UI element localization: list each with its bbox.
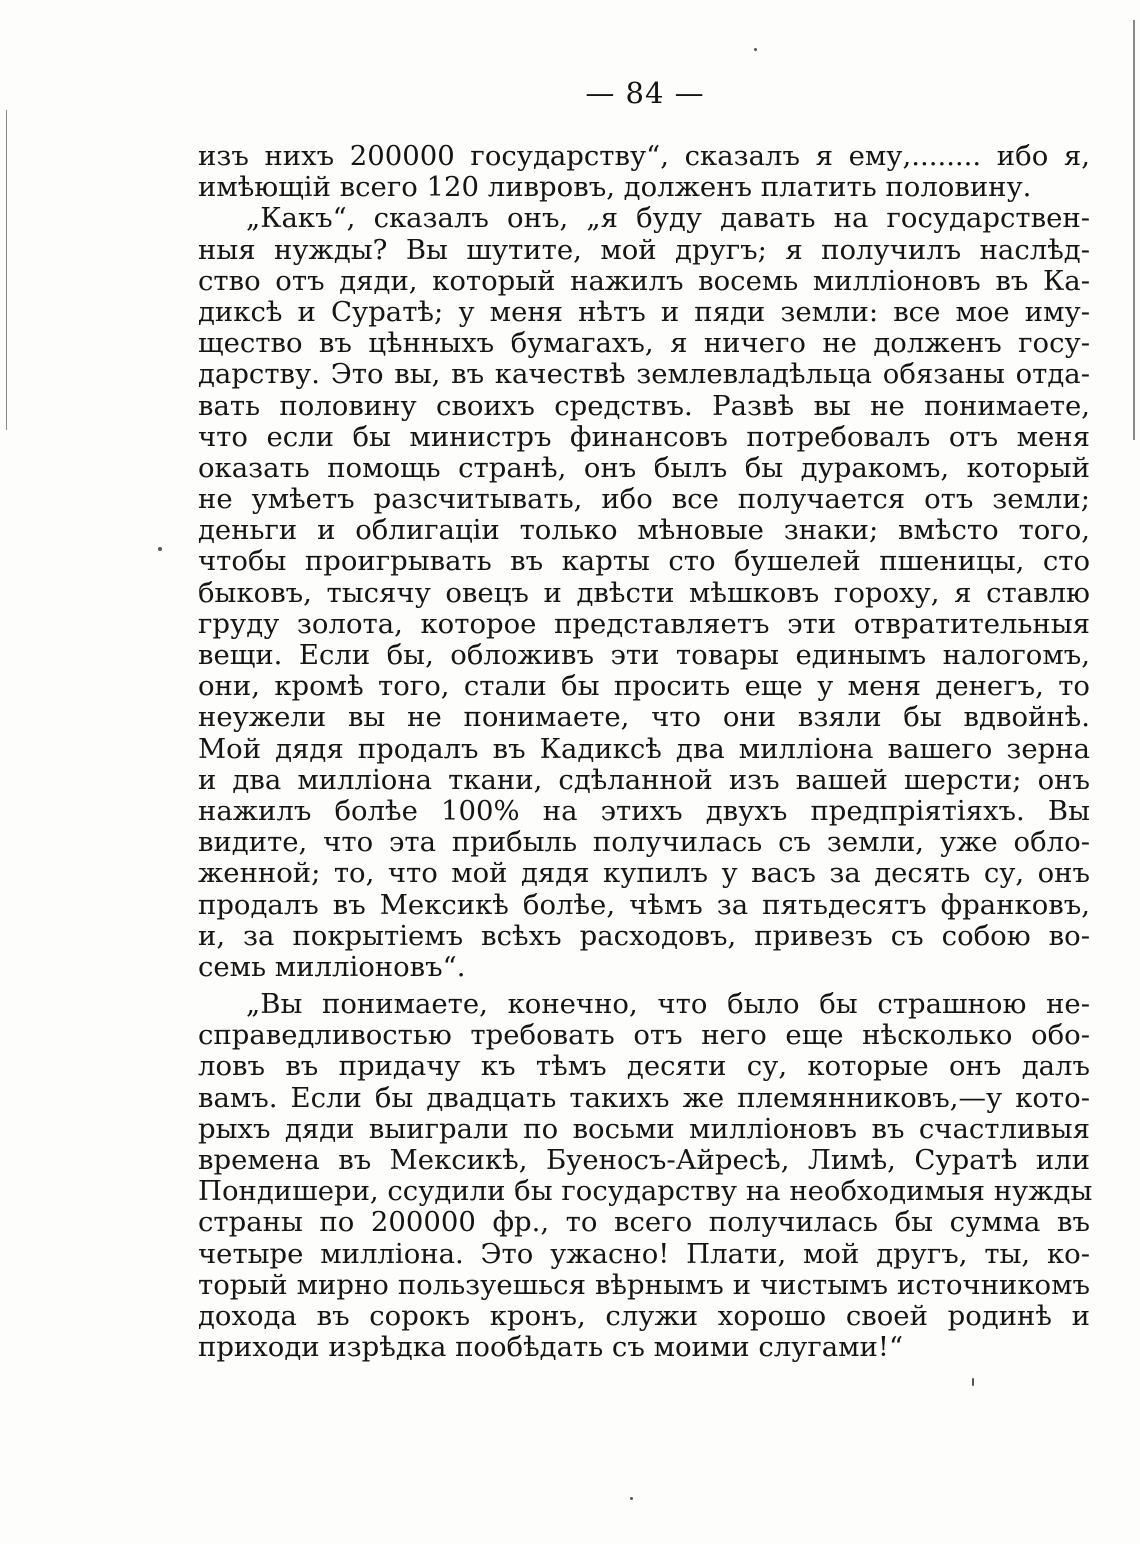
scan-speck: [754, 48, 757, 51]
text-line: быковъ, тысячу овецъ и двѣсти мѣшковъ гороху, я ставлю: [198, 576, 1090, 609]
page-number: — 84 —: [585, 76, 705, 110]
text-line: ство отъ дяди, который нажилъ восемь милліоновъ въ Ка-: [198, 264, 1090, 297]
text-line: изъ нихъ 200000 государству“, сказалъ я ему,........ ибо я,: [198, 140, 1090, 172]
body-text: [198, 140, 1093, 1364]
text-line: чтобы проигрывать въ карты сто бушелей пшеницы, сто: [198, 545, 1090, 578]
text-line: нажилъ болѣе 100% на этихъ двухъ предпріятіяхъ. Вы: [198, 794, 1090, 827]
text-line: груду золота, которое представляетъ эти отвратительныя: [198, 607, 1090, 640]
text-line: и два милліона ткани, сдѣланной изъ вашей шерсти; онъ: [198, 763, 1090, 796]
text-line: вать половину своихъ средствъ. Развѣ вы не понимаете,: [198, 389, 1090, 422]
text-line: щество въ цѣнныхъ бумагахъ, я ничего не долженъ госу-: [198, 327, 1090, 360]
text-line: времена въ Мексикѣ, Буеносъ-Айресѣ, Лимѣ, Суратѣ или: [198, 1144, 1090, 1176]
text-line: приходи изрѣдка пообѣдать съ моими слугами!“: [198, 1331, 903, 1364]
text-line: и, за покрытіемъ всѣхъ расходовъ, привезъ съ собою во-: [198, 919, 1090, 952]
scan-edge-mark: [6, 110, 7, 430]
text-line: справедливостью требовать отъ него еще нѣсколько обо-: [198, 1019, 1090, 1052]
text-line: торый мирно пользуешься вѣрнымъ и чистымъ источникомъ: [198, 1268, 1090, 1301]
text-line: не умѣетъ разсчитывать, ибо все получается отъ земли;: [198, 483, 1090, 516]
text-line: „Какъ“, сказалъ онъ, „я буду давать на государствен-: [246, 202, 1090, 235]
text-line: деньги и облигаціи только мѣновые знаки; вмѣсто того,: [198, 514, 1090, 547]
text-line: что если бы министръ финансовъ потребовалъ отъ меня: [198, 420, 1090, 453]
text-line: оказать помощь странѣ, онъ былъ бы дуракомъ, который: [198, 451, 1090, 484]
text-line: дарству. Это вы, въ качествѣ землевладѣльца обязаны отда-: [198, 358, 1090, 391]
text-line: неужели вы не понимаете, что они взяли бы вдвойнѣ.: [198, 701, 1090, 734]
text-line: страны по 200000 фр., то всего получилась бы сумма въ: [198, 1206, 1090, 1239]
text-line: ныя нужды? Вы шутите, мой другъ; я получилъ наслѣд-: [198, 233, 1090, 266]
scan-speck: [630, 1497, 633, 1500]
text-line: Пондишери, ссудили бы государству на необходимыя нужды: [198, 1175, 1093, 1208]
scan-speck: [158, 547, 162, 551]
text-line: имѣющій всего 120 ливровъ, долженъ платить половину.: [198, 171, 1032, 204]
scan-speck: [972, 1378, 974, 1386]
text-line: видите, что эта прибыль получилась съ земли, уже обло-: [198, 826, 1090, 859]
text-line: продалъ въ Мексикѣ болѣе, чѣмъ за пятьдесятъ франковъ,: [198, 888, 1090, 921]
text-line: ловъ въ придачу къ тѣмъ десяти су, которые онъ далъ: [198, 1050, 1090, 1083]
text-line: Мой дядя продалъ въ Кадиксѣ два милліона вашего зерна: [198, 732, 1090, 765]
text-line: дохода въ сорокъ кронъ, служи хорошо своей родинѣ и: [198, 1299, 1090, 1332]
text-line: семь милліоновъ“.: [198, 950, 466, 983]
text-line: вамъ. Если бы двадцать такихъ же племянниковъ,—у кото-: [198, 1081, 1090, 1114]
text-line: четыре милліона. Это ужасно! Плати, мой другъ, ты, ко-: [198, 1237, 1090, 1270]
text-line: диксѣ и Суратѣ; у меня нѣтъ и пяди земли: все мое иму-: [198, 295, 1090, 328]
scan-edge-mark: [1133, 20, 1135, 440]
text-line: рыхъ дяди выиграли по восьми милліоновъ въ счастливыя: [198, 1112, 1090, 1145]
text-line: они, кромѣ того, стали бы просить еще у меня денегъ, то: [198, 670, 1090, 703]
text-line: женной; то, что мой дядя купилъ у васъ за десять су, онъ: [198, 857, 1090, 890]
text-line: „Вы понимаете, конечно, что было бы страшною не-: [246, 988, 1090, 1021]
text-line: вещи. Если бы, обложивъ эти товары единымъ налогомъ,: [198, 639, 1090, 671]
